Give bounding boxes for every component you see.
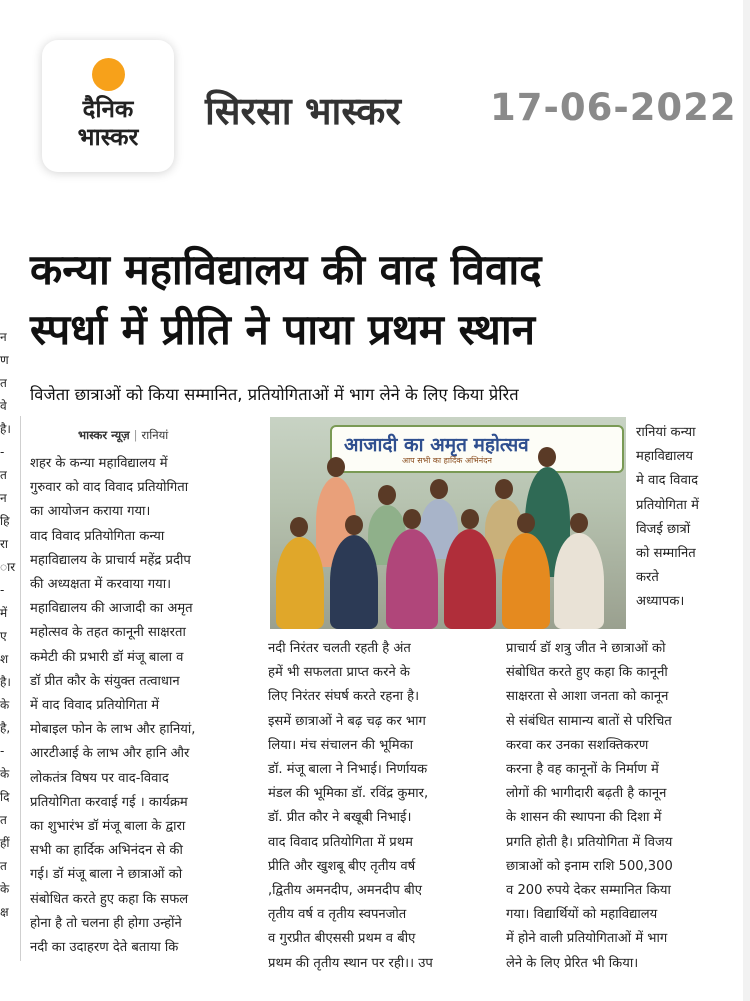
- article-text-line: प्रथम की तृतीय स्थान पर रही।। उप: [268, 955, 433, 971]
- article-text-line: छात्राओं को इनाम राशि 500,300: [506, 858, 673, 874]
- article-text-line: लिए निरंतर संघर्ष करते रहना है।: [268, 689, 420, 705]
- page-edge: [743, 0, 750, 1001]
- person-head: [327, 457, 345, 477]
- person-figure: [502, 533, 550, 629]
- event-photo: [270, 417, 626, 629]
- fragment-text: त: [0, 813, 7, 827]
- person-head: [495, 479, 513, 499]
- logo-text-line2: भास्कर: [77, 123, 139, 151]
- byline-place: रानियां: [141, 428, 169, 442]
- article-text-line: डॉ. मंजू बाला ने निभाई। निर्णायक: [268, 762, 428, 778]
- article-column-3: [506, 637, 726, 976]
- headline-line-1: कन्या महाविद्यालय की वाद विवाद: [30, 245, 542, 294]
- article-text-line: ,द्वितीय अमनदीप, अमनदीप बीए: [268, 883, 423, 899]
- article-text-line: का शुभारंभ डॉ मंजू बाला के द्वारा: [30, 819, 186, 835]
- photo-caption: [636, 421, 732, 615]
- article-text-line: में वाद विवाद प्रतियोगिता में: [30, 698, 160, 714]
- fragment-text: दि: [0, 790, 10, 804]
- article-text-line: महोत्सव के तहत कानूनी साक्षरता: [30, 625, 186, 641]
- person-figure: [276, 537, 324, 629]
- article-text-line: लेने के लिए प्रेरित भी किया।: [506, 955, 639, 971]
- fragment-text: है,: [0, 721, 11, 735]
- person-figure: [444, 529, 496, 629]
- logo-sun-icon: [92, 58, 125, 91]
- fragment-text: न: [0, 330, 7, 344]
- fragment-text: ार: [0, 560, 16, 574]
- article-text-line: महाविद्यालय के प्राचार्य महेंद्र प्रदीप: [30, 552, 191, 568]
- caption-line: करते: [636, 570, 659, 586]
- article-text-line: तृतीय वर्ष व तृतीय स्वपनजोत: [268, 907, 407, 923]
- fragment-text: त: [0, 468, 7, 482]
- article-text-line: गया। विद्यार्थियों को महाविद्यालय: [506, 907, 658, 923]
- person-figure: [330, 535, 378, 629]
- fragment-text: -: [0, 744, 5, 758]
- person-head: [345, 515, 363, 535]
- article-text-line: होना है तो चलना ही होगा उन्होंने: [30, 915, 182, 931]
- logo-text-line1: दैनिक: [82, 95, 134, 123]
- photo-banner-text: आजादी का अमृत महोत्सव: [344, 434, 529, 456]
- person-head: [290, 517, 308, 537]
- fragment-text: ण: [0, 353, 9, 367]
- article-text-line: डॉ प्रीत कौर के संयुक्त तत्वाधान: [30, 673, 180, 689]
- article-text-line: की अध्यक्षता में करवाया गया।: [30, 577, 172, 593]
- article-text-line: डॉ. प्रीत कौर ने बखूबी निभाई।: [268, 810, 412, 826]
- caption-line: विजई छात्रों: [636, 521, 691, 537]
- person-head: [538, 447, 556, 467]
- article-text-line: वाद विवाद प्रतियोगिता में प्रथम: [268, 834, 413, 850]
- photo-banner-subtext: आप सभी का हार्दिक अभिनंदन: [402, 456, 492, 465]
- fragment-text: त: [0, 859, 7, 873]
- article-text-line: संबोधित करते हुए कहा कि कानूनी: [506, 665, 668, 681]
- fragment-text: में: [0, 606, 8, 620]
- article-text-line: गई। डॉ मंजू बाला ने छात्राओं को: [30, 867, 183, 883]
- article-text-line: व गुरप्रीत बीएससी प्रथम व बीए: [268, 931, 416, 947]
- article-text-line: वाद विवाद प्रतियोगिता कन्या: [30, 528, 165, 544]
- article-text-line: गुरुवार को वाद विवाद प्रतियोगिता: [30, 480, 189, 496]
- article-text-line: का आयोजन कराया गया।: [30, 504, 151, 520]
- photo-banner: [330, 425, 624, 473]
- fragment-text: त: [0, 376, 7, 390]
- fragment-text: हि: [0, 514, 10, 528]
- fragment-text: है।: [0, 675, 11, 689]
- article-text-line: करवा कर उनका सशक्तिकरण: [506, 737, 649, 753]
- publication-date: 17-06-2022: [490, 86, 737, 129]
- article-text-line: शहर के कन्या महाविद्यालय में: [30, 456, 168, 471]
- article-subheadline: विजेता छात्राओं को किया सम्मानित, प्रतियोगिताओं में भाग लेने के लिए किया प्रेरित: [30, 385, 519, 404]
- article-text-line: सभी का हार्दिक अभिनंदन से की: [30, 843, 183, 859]
- caption-line: को सम्मानित: [636, 546, 696, 562]
- article-text-line: हमें भी सफलता प्राप्त करने के: [268, 665, 410, 681]
- fragment-text: हीं: [0, 836, 10, 850]
- article-text-line: प्राचार्य डॉ शत्रु जीत ने छात्राओं को: [506, 641, 666, 656]
- article-text-line: संबोधित करते हुए कहा कि सफल: [30, 891, 189, 907]
- person-head: [378, 485, 396, 505]
- fragment-text: है।: [0, 422, 11, 436]
- person-head: [517, 513, 535, 533]
- article-text-line: मंडल की भूमिका डॉ. रविंद्र कुमार,: [268, 786, 429, 802]
- fragment-text: वे: [0, 399, 7, 413]
- article-text-line: इसमें छात्राओं ने बढ़ चढ़ कर भाग: [268, 713, 426, 729]
- person-head: [461, 509, 479, 529]
- adjacent-column-fragments: [0, 326, 16, 924]
- caption-line: मे वाद विवाद: [636, 473, 699, 489]
- article-column-2: [268, 637, 493, 976]
- article-text-line: से संबंधित सामान्य बातों से परिचित: [506, 713, 672, 729]
- fragment-text: रा: [0, 537, 9, 551]
- fragment-text: के: [0, 882, 10, 896]
- headline-line-2: स्पर्धा में प्रीति ने पाया प्रथम स्थान: [30, 305, 536, 354]
- fragment-text: श: [0, 652, 9, 666]
- fragment-text: न: [0, 491, 7, 505]
- article-text-line: में होने वाली प्रतियोगिताओं में भाग: [506, 931, 668, 947]
- article-text-line: महाविद्यालय की आजादी का अमृत: [30, 601, 193, 617]
- fragment-text: -: [0, 583, 5, 597]
- byline-name: भास्कर न्यूज़: [78, 428, 130, 442]
- article-text-line: लोकतंत्र विषय पर वाद-विवाद: [30, 770, 169, 786]
- fragment-text: ए: [0, 629, 7, 643]
- person-figure: [386, 529, 438, 629]
- article-text-line: कमेटी की प्रभारी डॉ मंजू बाला व: [30, 649, 184, 665]
- article-text-line: लोगों की भागीदारी बढ़ती है कानून: [506, 786, 667, 802]
- caption-line: महाविद्यालय: [636, 449, 693, 465]
- caption-line: रानियां कन्या: [636, 425, 696, 440]
- article-headline: [30, 240, 730, 360]
- article-text-line: करना है वह कानूनों के निर्माण में: [506, 762, 659, 778]
- article-text-line: के शासन की स्थापना की दिशा में: [506, 810, 662, 826]
- dainik-bhaskar-logo: [42, 40, 174, 172]
- fragment-text: के: [0, 698, 10, 712]
- article-text-line: प्रीति और खुशबू बीए तृतीय वर्ष: [268, 858, 416, 874]
- person-head: [430, 479, 448, 499]
- fragment-text: क्ष: [0, 905, 9, 919]
- person-head: [403, 509, 421, 529]
- article-text-line: मोबाइल फोन के लाभ और हानियां,: [30, 722, 196, 738]
- article-text-line: साक्षरता से आशा जनता को कानून: [506, 689, 669, 705]
- byline: भास्कर न्यूज़ | रानियां: [78, 428, 169, 442]
- article-text-line: व 200 रुपये देकर सम्मानित किया: [506, 883, 671, 899]
- article-text-line: लिया। मंच संचालन की भूमिका: [268, 737, 414, 753]
- column-divider: [20, 416, 21, 961]
- person-head: [570, 513, 588, 533]
- article-text-line: प्रतियोगिता करवाई गई । कार्यक्रम: [30, 794, 188, 810]
- article-text-line: नदी निरंतर चलती रहती है अंत: [268, 641, 411, 656]
- article-text-line: प्रगति होती है। प्रतियोगिता में विजय: [506, 834, 673, 850]
- article-column-1: [30, 452, 252, 960]
- caption-line: अध्यापक।: [636, 594, 685, 610]
- article-text-line: नदी का उदाहरण देते बताया कि: [30, 940, 179, 956]
- fragment-text: के: [0, 767, 10, 781]
- article-text-line: आरटीआई के लाभ और हानि और: [30, 746, 190, 762]
- person-figure: [554, 533, 604, 629]
- edition-name: सिरसा भास्कर: [205, 89, 401, 133]
- caption-line: प्रतियोगिता में: [636, 497, 699, 513]
- fragment-text: -: [0, 445, 5, 459]
